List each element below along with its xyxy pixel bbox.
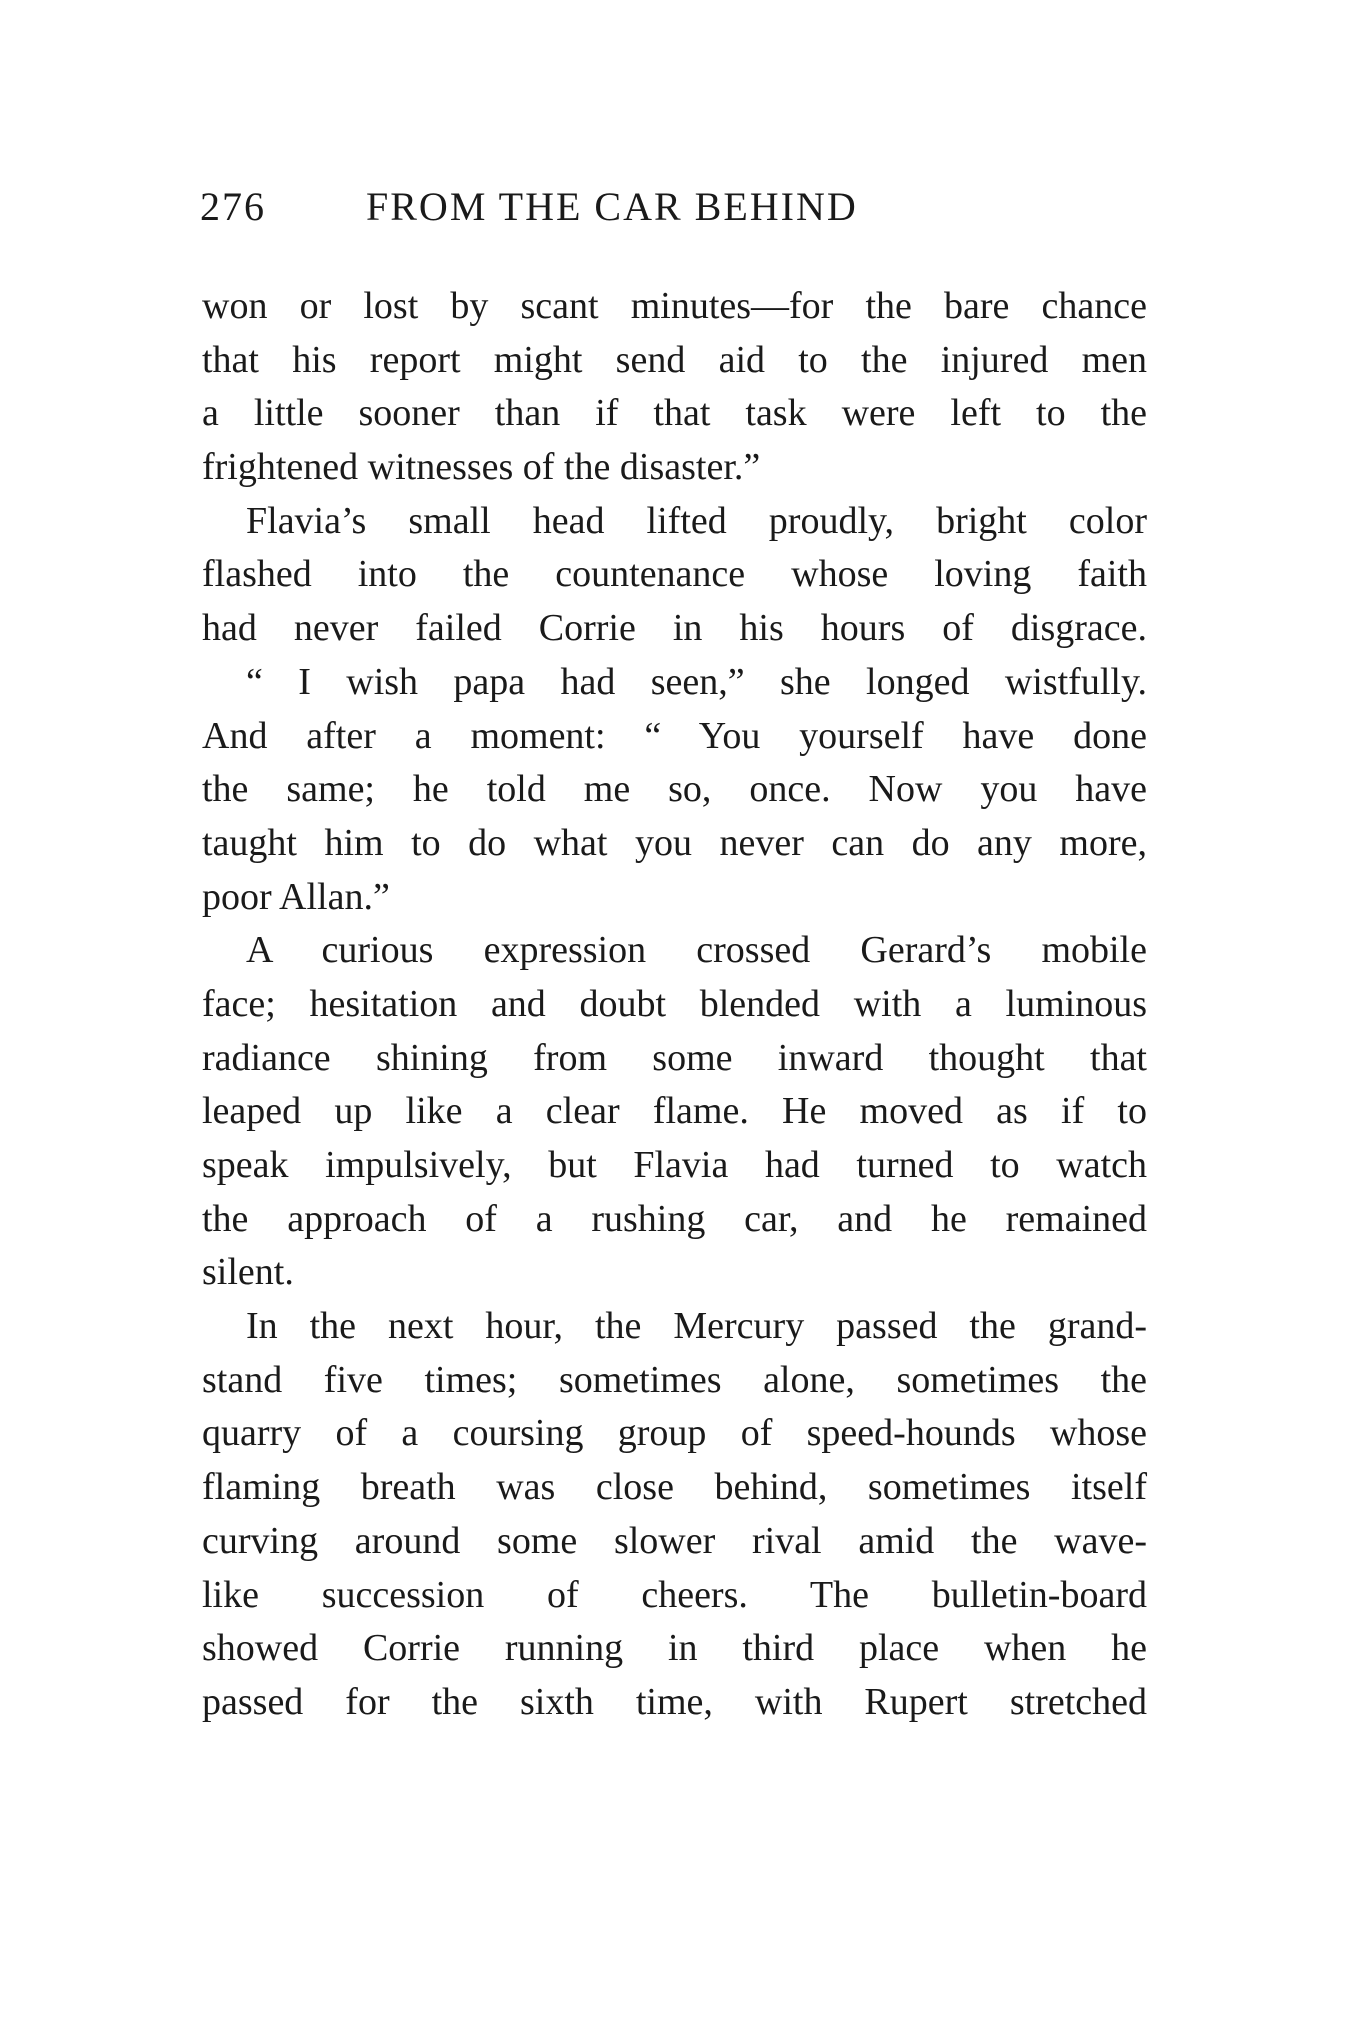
paragraph-first-line: Flavia’s small head lifted proudly, bright color <box>246 499 1147 542</box>
text-line: poor Allan.” <box>202 875 390 918</box>
text-line: stand five times; sometimes alone, sometimes the <box>202 1358 1147 1401</box>
text-line: curving around some slower rival amid the wave- <box>202 1519 1147 1562</box>
text-line: passed for the sixth time, with Rupert stretched <box>202 1680 1147 1723</box>
paragraph-first-line: A curious expression crossed Gerard’s mobile <box>246 929 1147 972</box>
text-line: silent. <box>202 1251 294 1294</box>
body-text <box>202 280 1147 1730</box>
book-title: FROM THE CAR BEHIND <box>366 184 858 229</box>
paragraph-first-line: “ I wish papa had seen,” she longed wistfully. <box>246 660 1147 703</box>
text-line: And after a moment: “ You yourself have done <box>202 714 1147 757</box>
text-line: flaming breath was close behind, sometimes itself <box>202 1466 1147 1509</box>
page-number: 276 <box>200 184 266 229</box>
text-line: a little sooner than if that task were left to the <box>202 392 1147 435</box>
text-line: speak impulsively, but Flavia had turned to watch <box>202 1144 1147 1186</box>
text-line: flashed into the countenance whose loving faith <box>202 553 1147 596</box>
text-line: leaped up like a clear flame. He moved as if to <box>202 1090 1147 1133</box>
paragraph-first-line: In the next hour, the Mercury passed the grand- <box>246 1305 1147 1348</box>
text-line: face; hesitation and doubt blended with a luminous <box>202 982 1147 1025</box>
text-line: had never failed Corrie in his hours of disgrace. <box>202 607 1147 650</box>
text-line: won or lost by scant minutes—for the bare chance <box>202 285 1147 327</box>
text-line: taught him to do what you never can do any more, <box>202 821 1147 864</box>
text-line: the same; he told me so, once. Now you have <box>202 768 1147 811</box>
text-line: the approach of a rushing car, and he remained <box>202 1197 1147 1240</box>
text-line: showed Corrie running in third place when he <box>202 1627 1147 1670</box>
text-line: frightened witnesses of the disaster.” <box>202 446 761 489</box>
text-line: quarry of a coursing group of speed-hounds whose <box>202 1412 1147 1455</box>
running-head <box>200 182 1160 232</box>
text-line: that his report might send aid to the injured men <box>202 338 1147 381</box>
text-line: like succession of cheers. The bulletin-board <box>202 1573 1147 1616</box>
text-line: radiance shining from some inward thought that <box>202 1036 1147 1079</box>
